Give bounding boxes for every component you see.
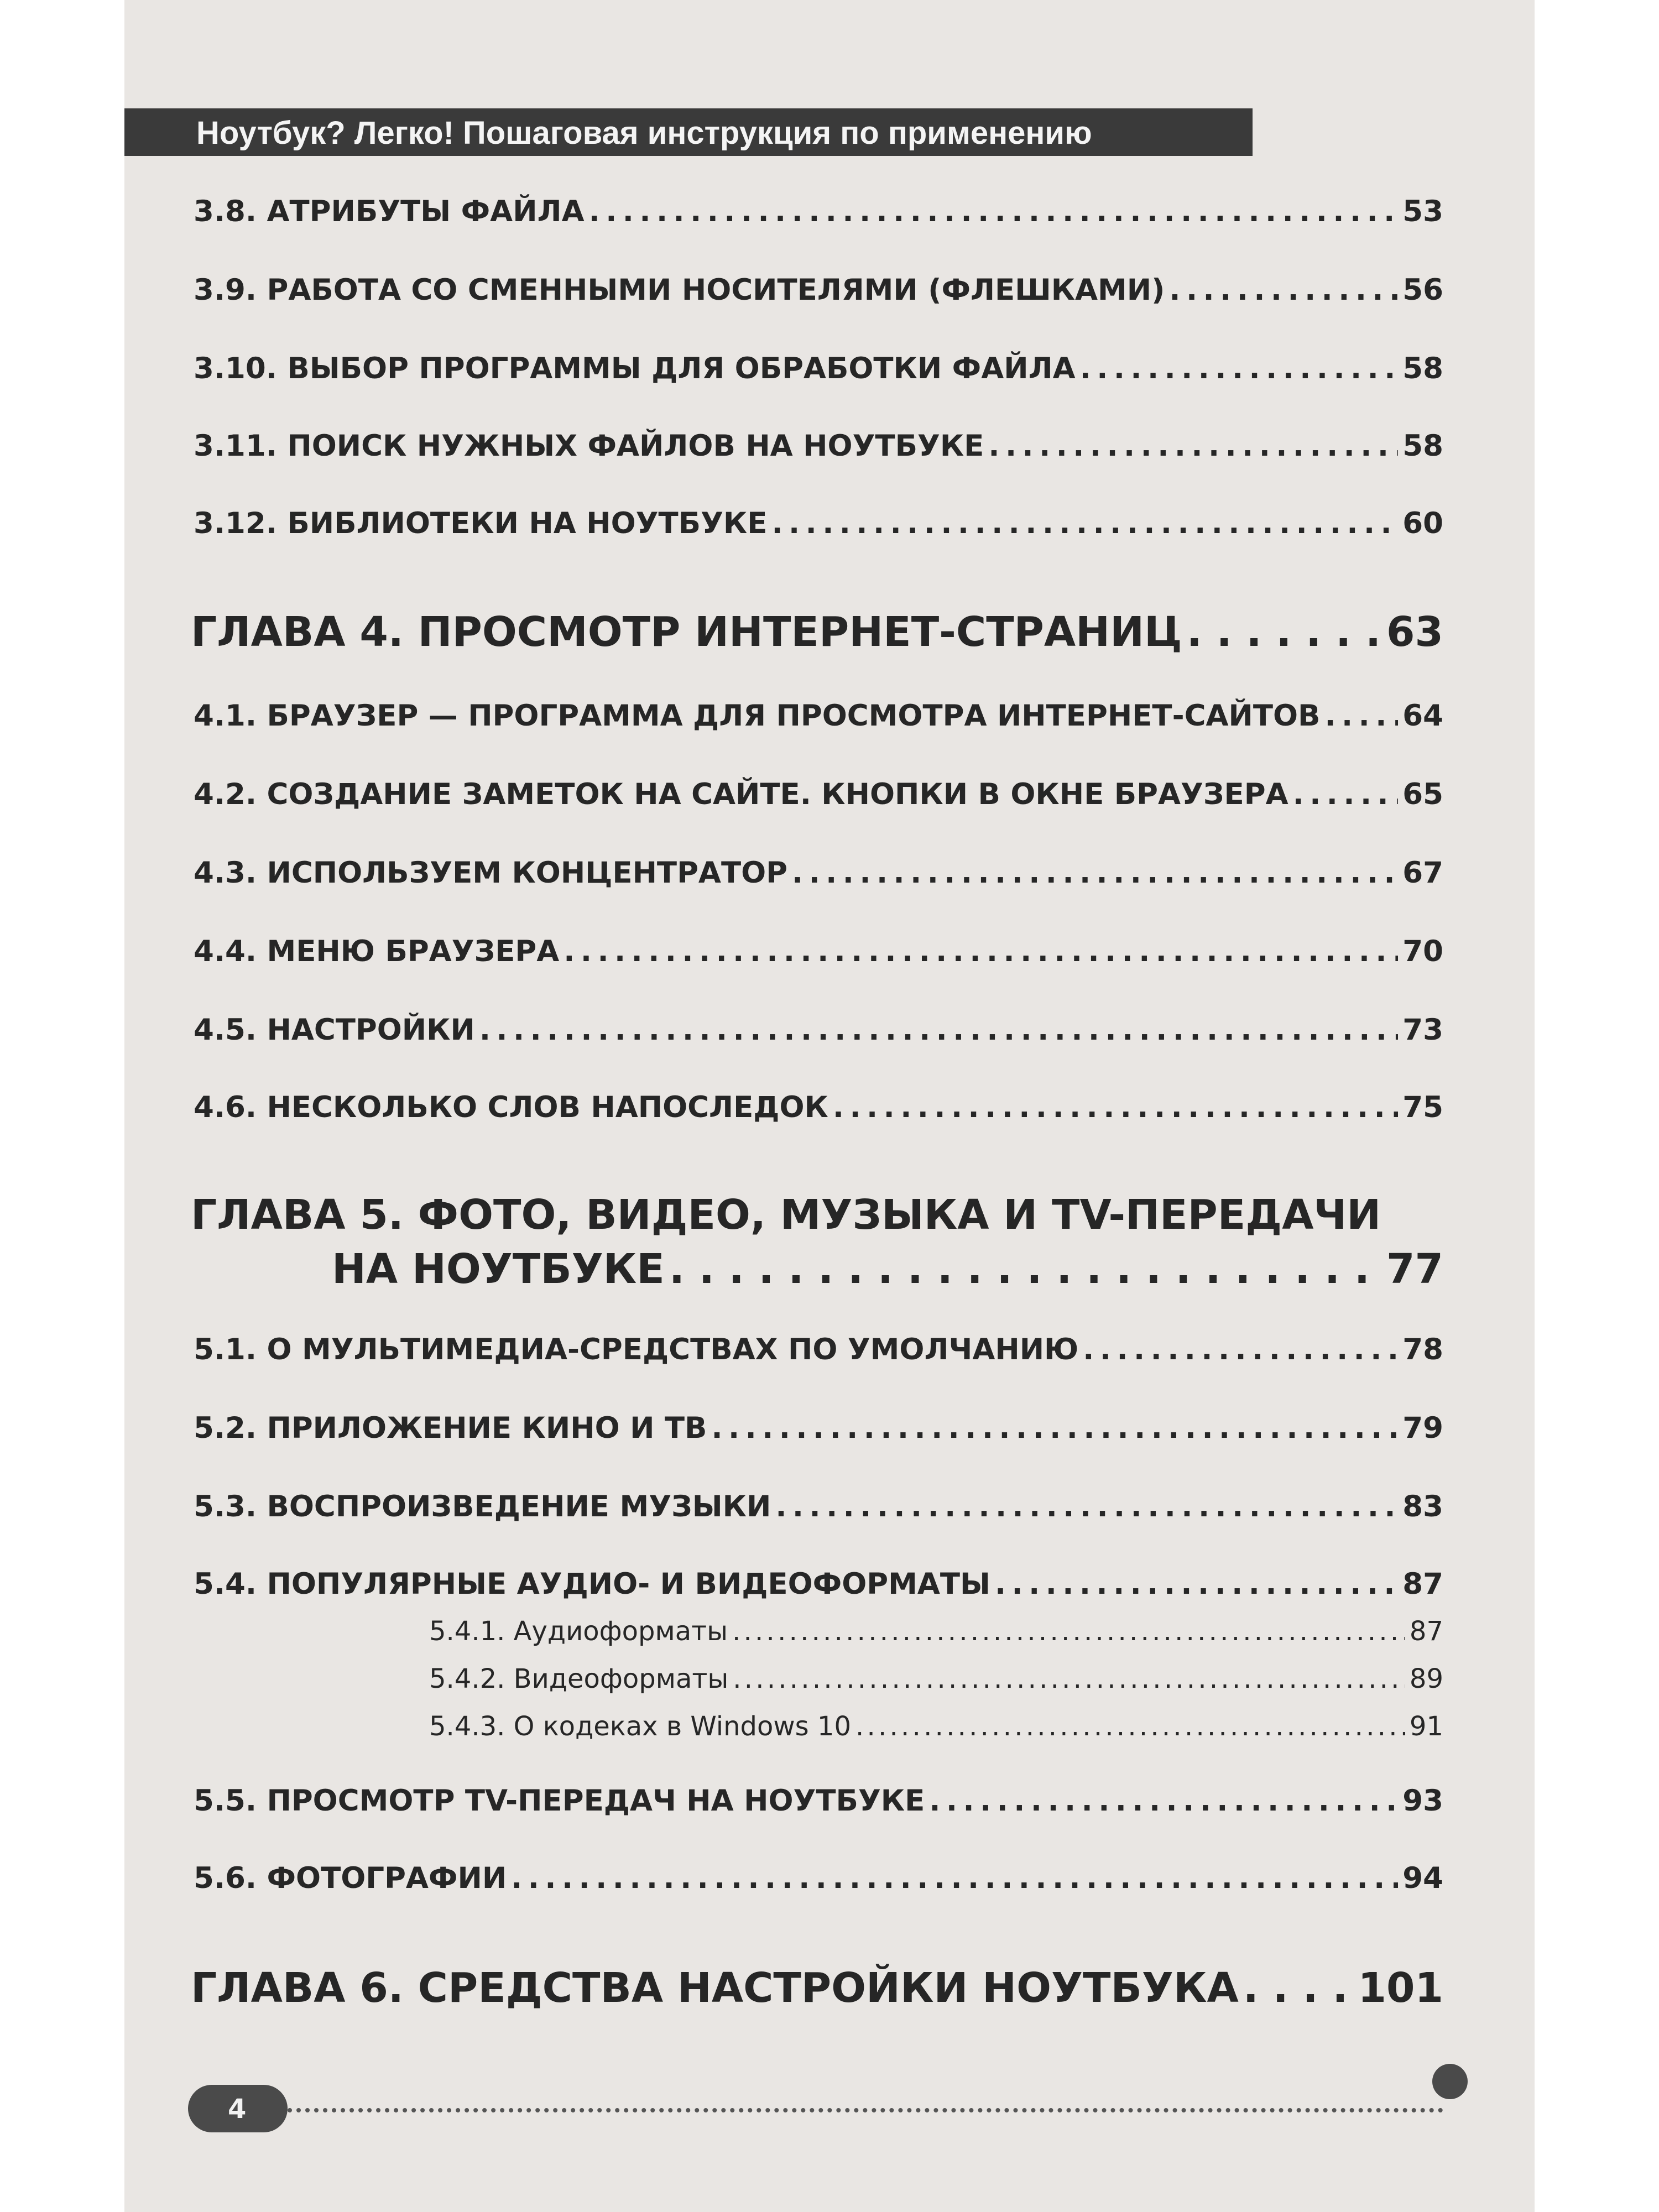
toc-entry-page: 93 xyxy=(1402,1784,1443,1818)
toc-entry-page: 60 xyxy=(1402,507,1443,540)
toc-entry-page: 58 xyxy=(1402,352,1443,385)
dot-leader xyxy=(733,1663,1405,1694)
dot-leader xyxy=(988,429,1398,463)
toc-entry-4-6 xyxy=(194,1091,1443,1124)
dot-leader xyxy=(669,1245,1382,1293)
toc-entry-5-6 xyxy=(194,1861,1443,1895)
toc-entry-title: 4.4. МЕНЮ БРАУЗЕРА xyxy=(194,935,560,968)
toc-entry-page: 94 xyxy=(1402,1861,1443,1895)
toc-entry-page: 83 xyxy=(1402,1490,1443,1524)
toc-entry-page: 70 xyxy=(1402,935,1443,968)
toc-subentry-title: 5.4.3. О кодеках в Windows 10 xyxy=(429,1711,851,1742)
running-header-title: Ноутбук? Легко! Пошаговая инструкция по применению xyxy=(196,115,1092,151)
toc-entry-page: 64 xyxy=(1402,699,1443,733)
toc-entry-4-5 xyxy=(194,1013,1443,1047)
dot-leader xyxy=(1187,608,1382,656)
toc-entry-page: 73 xyxy=(1402,1013,1443,1047)
dot-leader xyxy=(833,1091,1398,1124)
toc-entry-3-8 xyxy=(194,195,1443,228)
toc-subentry-title: 5.4.2. Видеоформаты xyxy=(429,1663,729,1694)
toc-entry-5-3 xyxy=(194,1490,1443,1524)
dot-leader xyxy=(995,1567,1398,1601)
dot-leader xyxy=(589,195,1399,228)
toc-entry-5-5 xyxy=(194,1784,1443,1818)
toc-entry-page: 87 xyxy=(1402,1567,1443,1601)
toc-entry-title: 5.5. ПРОСМОТР TV-ПЕРЕДАЧ НА НОУТБУКЕ xyxy=(194,1784,925,1818)
toc-entry-3-9 xyxy=(194,273,1443,307)
toc-subentry-5-4-3 xyxy=(429,1711,1443,1742)
toc-entry-title: 5.4. ПОПУЛЯРНЫЕ АУДИО- И ВИДЕОФОРМАТЫ xyxy=(194,1567,990,1601)
dot-leader xyxy=(1293,778,1399,811)
dot-leader xyxy=(1169,273,1398,307)
toc-entry-title: 5.6. ФОТОГРАФИИ xyxy=(194,1861,507,1895)
toc-entry-4-3 xyxy=(194,856,1443,890)
dot-leader xyxy=(732,1616,1405,1647)
toc-entry-title: 4.3. ИСПОЛЬЗУЕМ КОНЦЕНТРАТОР xyxy=(194,856,788,890)
toc-chapter-page: 77 xyxy=(1386,1245,1443,1293)
toc-subentry-5-4-1 xyxy=(429,1616,1443,1647)
dot-leader xyxy=(564,935,1398,968)
toc-entry-page: 79 xyxy=(1402,1411,1443,1445)
dot-leader xyxy=(929,1784,1398,1818)
toc-entry-title: 3.12. БИБЛИОТЕКИ НА НОУТБУКЕ xyxy=(194,507,768,540)
toc-entry-page: 56 xyxy=(1402,273,1443,307)
toc-entry-5-1 xyxy=(194,1333,1443,1366)
toc-chapter-page: 63 xyxy=(1386,608,1443,656)
toc-entry-5-4 xyxy=(194,1567,1443,1601)
toc-entry-page: 75 xyxy=(1402,1091,1443,1124)
toc-entry-title: 3.9. РАБОТА СО СМЕННЫМИ НОСИТЕЛЯМИ (ФЛЕШКАМИ) xyxy=(194,273,1165,307)
toc-entry-title: 5.2. ПРИЛОЖЕНИЕ КИНО И ТВ xyxy=(194,1411,707,1445)
toc-subentry-page: 91 xyxy=(1409,1711,1443,1742)
toc-entry-title: 4.2. СОЗДАНИЕ ЗАМЕТОК НА САЙТЕ. КНОПКИ В ОКНЕ БРАУЗЕРА xyxy=(194,778,1288,811)
toc-entry-title: 3.11. ПОИСК НУЖНЫХ ФАЙЛОВ НА НОУТБУКЕ xyxy=(194,429,984,463)
dot-leader xyxy=(775,1490,1398,1524)
toc-subentry-title: 5.4.1. Аудиоформаты xyxy=(429,1616,728,1647)
dot-leader xyxy=(792,856,1398,890)
footer-dot-ornament xyxy=(1432,2064,1468,2099)
toc-entry-3-11 xyxy=(194,429,1443,463)
dot-leader xyxy=(511,1861,1398,1895)
toc-subentry-page: 89 xyxy=(1409,1663,1443,1694)
toc-entry-page: 53 xyxy=(1402,195,1443,228)
toc-chapter-4 xyxy=(191,608,1443,656)
dot-leader xyxy=(479,1013,1398,1047)
dot-leader xyxy=(1324,699,1398,733)
toc-chapter-title: ГЛАВА 6. СРЕДСТВА НАСТРОЙКИ НОУТБУКА xyxy=(191,1964,1239,2012)
footer-dotted-rule xyxy=(288,2108,1443,2112)
dot-leader xyxy=(855,1711,1405,1742)
dot-leader xyxy=(1243,1964,1354,2012)
toc-entry-page: 78 xyxy=(1402,1333,1443,1366)
toc-chapter-title: ГЛАВА 4. ПРОСМОТР ИНТЕРНЕТ-СТРАНИЦ xyxy=(191,608,1182,656)
toc-entry-title: 5.3. ВОСПРОИЗВЕДЕНИЕ МУЗЫКИ xyxy=(194,1490,771,1524)
toc-entry-title: 4.6. НЕСКОЛЬКО СЛОВ НАПОСЛЕДОК xyxy=(194,1091,828,1124)
toc-subentry-5-4-2 xyxy=(429,1663,1443,1694)
toc-entry-title: 4.1. БРАУЗЕР — ПРОГРАММА ДЛЯ ПРОСМОТРА ИНТЕРНЕТ-САЙТОВ xyxy=(194,699,1321,733)
toc-entry-page: 58 xyxy=(1402,429,1443,463)
toc-entry-5-2 xyxy=(194,1411,1443,1445)
toc-chapter-title: НА НОУТБУКЕ xyxy=(332,1245,665,1293)
toc-entry-title: 3.10. ВЫБОР ПРОГРАММЫ ДЛЯ ОБРАБОТКИ ФАЙЛА xyxy=(194,352,1076,385)
toc-chapter-5-title-line1: ГЛАВА 5. ФОТО, ВИДЕО, МУЗЫКА И TV-ПЕРЕДАЧИ xyxy=(191,1191,1381,1239)
dot-leader xyxy=(771,507,1398,540)
toc-chapter-5 xyxy=(332,1245,1443,1293)
toc-entry-title: 4.5. НАСТРОЙКИ xyxy=(194,1013,475,1047)
toc-entry-3-12 xyxy=(194,507,1443,540)
toc-entry-title: 3.8. АТРИБУТЫ ФАЙЛА xyxy=(194,195,585,228)
toc-entry-page: 65 xyxy=(1402,778,1443,811)
toc-entry-4-2 xyxy=(194,778,1443,811)
toc-chapter-page: 101 xyxy=(1358,1964,1443,2012)
toc-entry-4-4 xyxy=(194,935,1443,968)
toc-chapter-6 xyxy=(191,1964,1443,2012)
dot-leader xyxy=(711,1411,1398,1445)
toc-entry-4-1 xyxy=(194,699,1443,733)
toc-entry-3-10 xyxy=(194,352,1443,385)
toc-entry-page: 67 xyxy=(1402,856,1443,890)
dot-leader xyxy=(1080,352,1399,385)
toc-entry-title: 5.1. О МУЛЬТИМЕДИА-СРЕДСТВАХ ПО УМОЛЧАНИЮ xyxy=(194,1333,1079,1366)
page-number: 4 xyxy=(228,2094,247,2125)
dot-leader xyxy=(1083,1333,1398,1366)
toc-subentry-page: 87 xyxy=(1409,1616,1443,1647)
